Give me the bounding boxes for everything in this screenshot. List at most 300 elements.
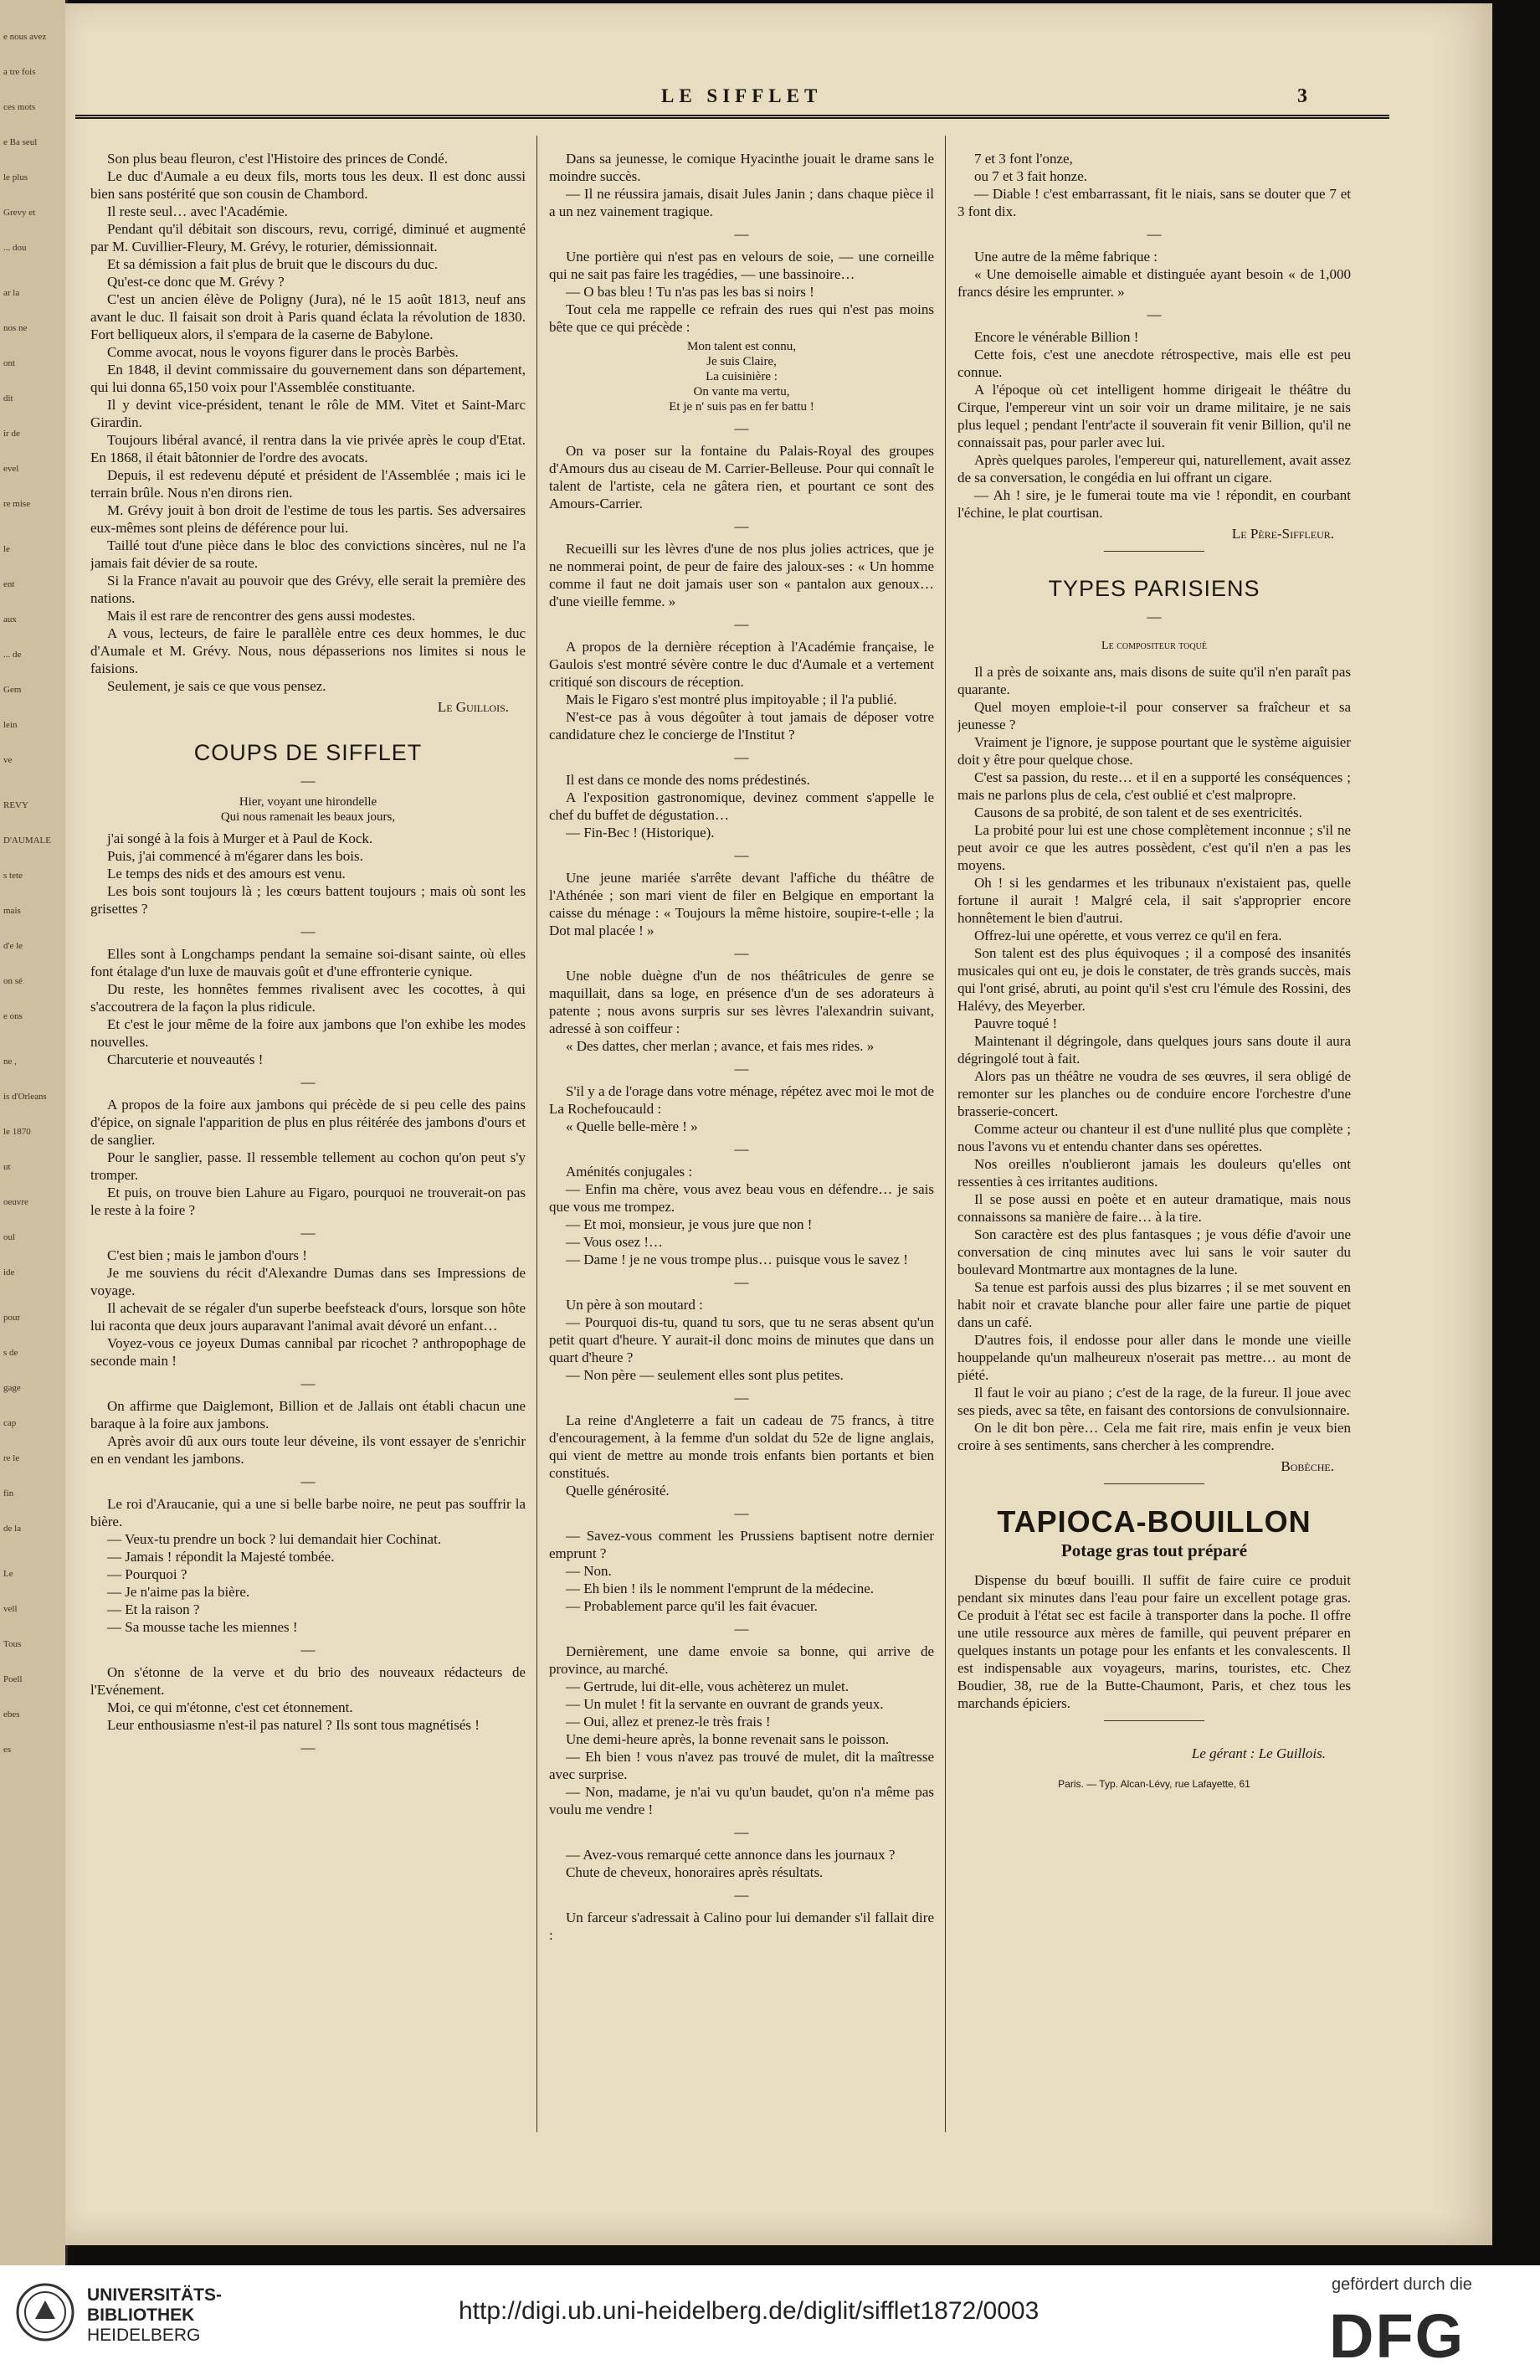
previous-page-fragment: Le [3,1569,13,1579]
paragraph-text: Depuis, il est redevenu député et président de l'Assemblée ; mais ici le terrain brûle. Nous n'en dirons rien. [90,467,526,501]
paragraph-column2 [549,1082,934,1118]
section-separator-column3: — [1147,609,1162,625]
rule-column3 [1104,1483,1204,1484]
paragraph-column1 [90,1051,526,1068]
paragraph-column1 [90,830,526,847]
paragraph-text: — Oui, allez et prenez-le très frais ! [566,1714,771,1730]
paragraph-column1 [90,273,526,290]
paragraph-text: Son plus beau fleuron, c'est l'Histoire des princes de Condé. [107,151,448,167]
paragraph-text: Une autre de la même fabrique : [974,249,1158,265]
paragraph-text: Une demi-heure après, la bonne revenait sans le poisson. [566,1731,890,1747]
paragraph-text: Mais le Figaro s'est montré plus impitoyable ; il l'a publié. [566,691,897,707]
section-separator-column2: — [734,1390,749,1406]
paragraph-text: On affirme que Daiglemont, Billion et de Jallais ont établi chacun une baraque à la foire aux jambons. [90,1398,526,1432]
paragraph-column2 [549,789,934,824]
paragraph-column1 [90,361,526,396]
paragraph-column1 [90,1299,526,1334]
paragraph-column2 [549,248,934,283]
paragraph-text: C'est sa passion, du reste… et il en a supporté les conséquences ; mais ne parlons plus de cela, c'est oublié et c'est malpropre. [957,769,1351,803]
paragraph-text: Pendant qu'il débitait son discours, revu, corrigé, diminué et augmenté par M. Cuvillier-Fleury, M. Grévy, le roturier, démissionnait. [90,221,526,254]
paragraph-column3 [957,1190,1351,1226]
dfg-logo-icon [1329,2307,1527,2362]
paragraph-column2 [549,1037,934,1055]
paragraph-text: Le roi d'Araucanie, qui a une si belle barbe noire, ne peut pas souffrir la bière. [90,1496,526,1529]
paragraph-text: Il reste seul… avec l'Académie. [107,203,288,219]
paragraph-text: Aménités conjugales : [566,1164,693,1180]
paragraph-column3 [957,1226,1351,1278]
paragraph-column1 [90,1548,526,1565]
paragraph-text: — Pourquoi dis-tu, quand tu sors, que tu ne seras absent qu'un petit quart d'heure. Y aurait-il donc moins de minutes que dans un quart d'heure ? [549,1314,934,1365]
paragraph-text: Dispense du bœuf bouilli. Il suffit de faire cuire ce produit pendant six minutes dans l'eau pour faire un excellent potage gras. Ce produit à l'état sec est facile à transporter dans la poche. Il offre une utile ressource aux mères de famille, qui peuvent préparer en quelques instants un potage pour les enfants et les convalescents. Il est indispensable aux voyageurs, marins, touristes, etc. Chez Boudier, 38, rue de la Butte-Chaumont, Paris, et chez tous les marchands épiciers. [957,1572,1351,1711]
previous-page-fragment: re mise [3,499,31,509]
paragraph-text: Il y devint vice-président, tenant le rôle de MM. Vitet et Saint-Marc Girardin. [90,397,526,430]
paragraph-text: M. Grévy jouit à bon droit de l'estime de tous les partis. Ses adversaires eux-mêmes sont pleins de déférence pour lui. [90,502,526,536]
paragraph-column2 [549,1678,934,1695]
previous-page-fragment: e Ba seul [3,137,38,147]
paragraph-text: Les bois sont toujours là ; les cœurs battent toujours ; mais où sont les grisettes ? [90,883,526,917]
paragraph-column2 [549,1713,934,1730]
paragraph-text: — Dame ! je ne vous trompe plus… puisque vous le savez ! [566,1252,908,1267]
paragraph-column1 [90,290,526,343]
paragraph-text: — Un mulet ! fit la servante en ouvrant de grands yeux. [566,1696,884,1712]
section-separator-column2: — [734,847,749,863]
paragraph-text: — Savez-vous comment les Prussiens baptisent notre dernier emprunt ? [549,1528,934,1561]
paragraph-text: Leur enthousiasme n'est-il pas naturel ? Ils sont tous magnétisés ! [107,1717,480,1733]
paragraph-column2 [549,1562,934,1580]
rule-column3 [1104,551,1204,552]
paragraph-column1 [90,1716,526,1734]
paragraph-text: Après quelques paroles, l'empereur qui, naturellement, avait assez de sa conversation, le congédia en lui offrant un cigare. [957,452,1351,486]
printer-imprint-column3: Paris. — Typ. Alcan-Lévy, rue Lafayette, 61 [1058,1778,1250,1790]
paragraph-column3 [957,1067,1351,1120]
verse-column2: Mon talent est connu, Je suis Claire, La cuisinière : On vante ma vertu, Et je n' suis pas en fer battu ! [669,340,814,414]
paragraph-text: — Et moi, monsieur, je vous jure que non ! [566,1216,813,1232]
previous-page-fragment: Gem [3,685,22,695]
paragraph-text: « Des dattes, cher merlan ; avance, et fais mes rides. » [566,1038,875,1054]
paragraph-text: 7 et 3 font l'onze, [974,151,1073,167]
paragraph-text: Pour le sanglier, passe. Il ressemble tellement au cochon qu'on peut s'y tromper. [90,1149,526,1183]
paragraph-column1 [90,1663,526,1699]
paragraph-column1 [90,1530,526,1548]
paragraph-column3 [957,698,1351,733]
paragraph-text: Un père à son moutard : [566,1297,703,1313]
paragraph-text: A l'époque où cet intelligent homme dirigeait le théâtre du Cirque, l'empereur vint un soir voir un drame militaire, je ne sais plus lequel ; pendant l'entr'acte il souverain fit venir Billion, qu'il ne connaissait pas, pour parler avec lui. [957,382,1351,450]
paragraph-text: — Eh bien ! ils le nomment l'emprunt de la médecine. [566,1581,874,1596]
paragraph-text: — Diable ! c'est embarrassant, fit le niais, sans se douter que 7 et 3 font dix. [957,186,1351,219]
paragraph-column2 [549,1296,934,1313]
funded-by-label: gefördert durch die [1332,2275,1472,2294]
paragraph-column2 [549,1695,934,1713]
previous-page-fragment: Grevy et [3,208,36,218]
paragraph-column2 [549,1482,934,1499]
paragraph-column3 [957,1384,1351,1419]
previous-page-fragment: vell [3,1604,18,1614]
previous-page-fragment: ne , [3,1056,17,1067]
previous-page-fragment: on sé [3,976,23,986]
paragraph-text: Cette fois, c'est une anecdote rétrospective, mais elle est peu connue. [957,347,1351,380]
section-separator-column2: — [734,226,749,242]
paragraph-text: — O bas bleu ! Tu n'as pas les bas si noirs ! [566,284,814,300]
paragraph-text: « Quelle belle-mère ! » [566,1118,698,1134]
paragraph-column1 [90,572,526,607]
paragraph-column2 [549,869,934,939]
editor-line-column3: Le gérant : Le Guillois. [1191,1745,1326,1761]
svg-text:DFG: DFG [1329,2307,1466,2362]
paragraph-column3 [957,185,1351,220]
paragraph-column3 [957,451,1351,486]
paragraph-text: Chute de cheveux, honoraires après résultats. [566,1864,824,1880]
paragraph-column3 [957,874,1351,927]
previous-page-fragment: pour [3,1313,21,1323]
paragraph-column2 [549,1366,934,1384]
paragraph-text: Puis, j'ai commencé à m'égarer dans les bois. [107,848,363,864]
paragraph-text: Son talent est des plus équivoques ; il a composé des insanités musicales qui ont eu, je dois le constater, de très grands succès, mais qui l'ont grisé, abruti, au point qu'il s'est cru l'émule des Rossini, des Halévy, des Meyerber. [957,945,1351,1014]
previous-page-fragment: s tete [3,871,23,881]
paragraph-text: Alors pas un théâtre ne voudra de ses œuvres, il sera obligé de remonter sur les planches ou de conduire encore l'orchestre d'une brasserie-concert. [957,1068,1351,1119]
paragraph-text: — Probablement parce qu'il les fait évacuer. [566,1598,818,1614]
previous-page-fragment: Tous [3,1639,22,1649]
paragraph-text: Vraiment je l'ignore, je suppose pourtant que le système aiguisier doit y être pour quelque chose. [957,734,1351,768]
paragraph-column3 [957,1419,1351,1454]
paragraph-column3 [957,927,1351,944]
section-separator-column2: — [734,1274,749,1290]
paragraph-column1 [90,1247,526,1264]
paragraph-text: Je me souviens du récit d'Alexandre Dumas dans ses Impressions de voyage. [90,1265,526,1298]
paragraph-text: Une jeune mariée s'arrête devant l'affiche du théâtre de l'Athénée ; son mari vient de filer en Belgique en emportant la caisse du ménage : « Toujours la même histoire, soupire-t-elle ; la Dot mal placée ! » [549,870,934,938]
paragraph-text: Elles sont à Longchamps pendant la semaine soi-disant sainte, où elles font étalage d'un luxe de mauvais goût et d'une effronterie cynique. [90,946,526,979]
paragraph-text: — Pourquoi ? [107,1566,187,1582]
paragraph-column2 [549,1597,934,1615]
signature-column3: Bobèche. [1281,1458,1334,1474]
paragraph-column3 [957,1571,1351,1712]
paragraph-column1 [90,1264,526,1299]
previous-page-fragment: ut [3,1162,11,1172]
paragraph-column1 [90,1583,526,1601]
subheading-column3: Le compositeur toqué [1101,640,1207,652]
section-separator-column2: — [734,616,749,632]
previous-page-fragment: ... de [3,650,22,660]
paragraph-column2 [549,1909,934,1944]
paragraph-column3 [957,1120,1351,1155]
paragraph-column3 [957,328,1351,346]
paragraph-column1 [90,1096,526,1149]
section-separator-column2: — [734,1887,749,1903]
paragraph-text: Il achevait de se régaler d'un superbe beefsteack d'ours, lorsque son hôte lui raconta que deux jours auparavant l'animal avait dévoré un enfant… [90,1300,526,1334]
paragraph-text: — Jamais ! répondit la Majesté tombée. [107,1549,335,1565]
previous-page-fragment: lein [3,720,18,730]
section-separator-column1: — [300,1740,316,1755]
section-separator-column2: — [734,1505,749,1521]
column-divider-1 [536,136,537,2132]
paragraph-column1 [90,1149,526,1184]
previous-page-fragment: de la [3,1524,22,1534]
previous-page-fragment: fin [3,1488,14,1498]
paragraph-column2 [549,1118,934,1135]
document-url-link[interactable]: http://digi.ub.uni-heidelberg.de/diglit/sifflet1872/0003 [459,2297,1040,2325]
previous-page-fragment: le 1870 [3,1127,31,1137]
paragraph-column1 [90,945,526,980]
paragraph-text: Dans sa jeunesse, le comique Hyacinthe jouait le drame sans le moindre succès. [549,151,934,184]
paragraph-column2 [549,1163,934,1180]
section-separator-column1: — [300,773,316,789]
paragraph-column3 [957,944,1351,1015]
paragraph-text: Comme acteur ou chanteur il est d'une nullité plus que complète ; nous l'avons vu et entendu chanter dans ses opérettes. [957,1121,1351,1154]
paragraph-text: — Et la raison ? [107,1601,200,1617]
section-separator-column2: — [734,1621,749,1637]
paragraph-text: S'il y a de l'orage dans votre ménage, répétez avec moi le mot de La Rochefoucauld : [549,1083,934,1117]
paragraph-column3 [957,167,1351,185]
paragraph-column1 [90,1184,526,1219]
section-separator-column1: — [300,923,316,939]
column-divider-2 [945,136,946,2132]
paragraph-column1 [90,1495,526,1530]
previous-page-fragment: ... dou [3,243,27,253]
paragraph-text: La reine d'Angleterre a fait un cadeau de 75 francs, à titre d'encouragement, à la femme d'un soldat du 52e de ligne anglais, qui vient de mettre au monde trois enfants bien portants et bien constitués. [549,1412,934,1481]
section-heading-column3: TYPES PARISIENS [1048,576,1260,601]
paragraph-text: Causons de sa probité, de son talent et de ses exentricités. [974,804,1302,820]
paragraph-column3 [957,1278,1351,1331]
paragraph-column1 [90,1015,526,1051]
paragraph-column1 [90,625,526,677]
paragraph-column1 [90,1397,526,1432]
paragraph-text: Seulement, je sais ce que vous pensez. [107,678,326,694]
paragraph-column1 [90,847,526,865]
paragraph-column1 [90,501,526,537]
paragraph-text: Et puis, on trouve bien Lahure au Figaro, pourquoi ne trouverait-on pas le reste à la foire ? [90,1185,526,1218]
paragraph-column1 [90,1601,526,1618]
previous-page-fragment: re le [3,1453,20,1463]
masthead-rule [75,115,1389,119]
section-separator-column1: — [300,1225,316,1241]
paragraph-column2 [549,824,934,841]
paragraph-text: Le temps des nids et des amours est venu. [107,866,346,882]
paragraph-column1 [90,203,526,220]
previous-page-fragment: is d'Orleans [3,1092,47,1102]
advert-heading-column3: TAPIOCA-BOUILLON [997,1504,1312,1539]
paragraph-text: On le dit bon père… Cela me fait rire, mais enfin je veux bien croire à ses sentiments, sans chercher à les comprendre. [957,1420,1351,1453]
university-seal-icon [15,2282,75,2342]
paragraph-text: — Non père — seulement elles sont plus petites. [566,1367,844,1383]
previous-page-fragment: cap [3,1418,17,1428]
paragraph-column2 [549,1313,934,1366]
paragraph-column3 [957,821,1351,874]
paragraph-text: Son caractère est des plus fantasques ; je vous défie d'avoir une conversation de cinq minutes avec lui sans le voir sauter du boulevard Montmartre aux montagnes de la lune. [957,1226,1351,1277]
paragraph-text: Nos oreilles n'oublieront jamais les douleurs qu'elles ont ressenties à ces irritantes auditions. [957,1156,1351,1190]
paragraph-text: Taillé tout d'une pièce dans le bloc des convictions sincères, nul ne l'a jamais fait dévier de sa route. [90,537,526,571]
paragraph-column1 [90,1565,526,1583]
paragraph-column1 [90,150,526,167]
paragraph-column2 [549,1642,934,1678]
paragraph-column1 [90,466,526,501]
paragraph-column2 [549,1180,934,1216]
paragraph-column1 [90,865,526,882]
paragraph-column2 [549,301,934,336]
university-line-2: BIBLIOTHEK [87,2305,195,2325]
previous-page-fragment: ent [3,579,15,589]
paragraph-text: Du reste, les honnêtes femmes rivalisent avec les cocottes, à qui s'accoutrera de la façon la plus ridicule. [90,981,526,1015]
paragraph-text: Tout cela me rappelle ce refrain des rues qui n'est pas moins bête que ce qui précède : [549,301,934,335]
section-heading-column1: COUPS DE SIFFLET [193,740,423,765]
paragraph-text: Maintenant il dégringole, dans quelques jours sans doute il aura dégringolé tout à fait. [957,1033,1351,1067]
paragraph-column3 [957,1155,1351,1190]
paragraph-column2 [549,1846,934,1863]
masthead [65,85,1492,111]
paragraph-text: Qu'est-ce donc que M. Grévy ? [107,274,285,290]
viewer-footer [0,2265,1540,2380]
paragraph-text: — Gertrude, lui dit-elle, vous achèterez un mulet. [566,1678,849,1694]
paragraph-column1 [90,431,526,466]
previous-page-fragment: s de [3,1348,18,1358]
previous-page-fragment: ebes [3,1709,20,1719]
paragraph-column2 [549,1527,934,1562]
paragraph-column3 [957,804,1351,821]
paragraph-column3 [957,346,1351,381]
section-separator-column2: — [734,1824,749,1840]
paragraph-column3 [957,150,1351,167]
paragraph-text: C'est bien ; mais le jambon d'ours ! [107,1247,307,1263]
paragraph-column2 [549,1216,934,1233]
paragraph-text: — Ah ! sire, je le fumerai toute ma vie ! répondit, en courbant l'échine, le plat courtisan. [957,487,1351,521]
paragraph-text: Après avoir dû aux ours toute leur déveine, ils vont essayer de s'enrichir en en vendant les jambons. [90,1433,526,1467]
previous-page-fragment: ve [3,755,13,765]
previous-page-edge [0,0,68,2265]
paragraph-text: Un farceur s'adressait à Calino pour lui demander s'il fallait dire : [549,1910,934,1943]
paragraph-text: On va poser sur la fontaine du Palais-Royal des groupes d'Amours dus au ciseau de M. Carrier-Belleuse. Pour qui connaît le talent de l'artiste, cela ne gâtera rien, et pourtant ce sont des Amours-Carrier. [549,443,934,511]
previous-page-fragment: ir de [3,429,20,439]
section-separator-column1: — [300,1473,316,1489]
previous-page-fragment: ces mots [3,102,36,112]
paragraph-text: — Non, madame, je n'ai vu qu'un baudet, qu'on n'a même pas voulu me vendre ! [549,1784,934,1817]
paragraph-column2 [549,1748,934,1783]
paragraph-text: Oh ! si les gendarmes et les tribunaux n'existaient pas, quelle fortune il aurait ! Malgré cela, il sait s'approprier encore honnêtement le bien d'autrui. [957,875,1351,926]
paragraph-column3 [957,248,1351,265]
paragraph-text: — Fin-Bec ! (Historique). [566,825,715,840]
paragraph-column3 [957,663,1351,698]
column-right [957,150,1351,2192]
paragraph-text: — Je n'aime pas la bière. [107,1584,250,1600]
paragraph-text: Voyez-vous ce joyeux Dumas cannibal par ricochet ? anthropophage de seconde main ! [90,1335,526,1369]
previous-page-fragment: le plus [3,172,28,182]
paragraph-column2 [549,967,934,1037]
paragraph-text: Il faut le voir au piano ; c'est de la rage, de la fureur. Il joue avec ses pieds, avec sa tête, en faisant des contorsions de convulsionnaire. [957,1385,1351,1418]
paragraph-text: Offrez-lui une opérette, et vous verrez ce qu'il en fera. [974,928,1282,943]
previous-page-fragment: ar la [3,288,20,298]
paragraph-text: Une portière qui n'est pas en velours de soie, — une corneille qui ne sait pas faire les tragédies, — une bassinoire… [549,249,934,282]
paragraph-text: Quel moyen emploie-t-il pour conserver sa fraîcheur et sa jeunesse ? [957,699,1351,733]
paragraph-column2 [549,1783,934,1818]
paragraph-text: En 1848, il devint commissaire du gouvernement dans son département, qui lui donna 65,150 voix pour l'Assemblée constituante. [90,362,526,395]
previous-page-fragment: mais [3,906,21,916]
paragraph-column3 [957,1032,1351,1067]
paragraph-text: Mais il est rare de rencontrer des gens aussi modestes. [107,608,416,624]
paragraph-column3 [957,733,1351,768]
paragraph-column1 [90,167,526,203]
paragraph-column2 [549,1251,934,1268]
paragraph-text: Pauvre toqué ! [974,1015,1058,1031]
previous-page-fragment: evel [3,464,19,474]
paragraph-text: Il a près de soixante ans, mais disons de suite qu'il n'en paraît pas quarante. [957,664,1351,697]
paragraph-column2 [549,150,934,185]
paragraph-column3 [957,381,1351,451]
paragraph-text: Moi, ce qui m'étonne, c'est cet étonnement. [107,1699,353,1715]
paragraph-text: Toujours libéral avancé, il rentra dans la vie privée après le coup d'Etat. En 1868, il était bâtonnier de l'ordre des avocats. [90,432,526,465]
paragraph-column1 [90,1334,526,1370]
paragraph-column2 [549,708,934,743]
paragraph-text: A vous, lecteurs, de faire le parallèle entre ces deux hommes, le duc d'Aumale et M. Grévy. Nous, nous dépasserions nos limites si nous le faisions. [90,625,526,676]
previous-page-fragment: oul [3,1232,16,1242]
signature-column3: Le Père-Siffleur. [1231,526,1334,542]
paragraph-column1 [90,607,526,625]
newspaper-page [65,3,1492,2245]
section-separator-column2: — [734,749,749,765]
paragraph-column1 [90,1432,526,1468]
previous-page-fragment: le [3,544,10,554]
paragraph-text: D'autres fois, il endosse pour aller dans le monde une vieille houppelande qu'un malheureux n'oserait pas mettre… au mont de piété. [957,1332,1351,1383]
section-separator-column2: — [734,1141,749,1157]
paragraph-column2 [549,1411,934,1482]
paragraph-column1 [90,1618,526,1636]
paragraph-text: A propos de la dernière réception à l'Académie française, le Gaulois s'est montré sévère contre le duc d'Aumale et a vertement critiqué son discours de réception. [549,639,934,690]
paragraph-column1 [90,882,526,918]
paragraph-column1 [90,677,526,695]
paragraph-text: — Veux-tu prendre un bock ? lui demandait hier Cochinat. [107,1531,442,1547]
signature-column1: Le Guillois. [437,699,509,715]
paragraph-text: Quelle générosité. [566,1483,670,1498]
previous-page-fragment: e nous avez [3,32,47,42]
paragraph-text: Dernièrement, une dame envoie sa bonne, qui arrive de province, au marché. [549,1643,934,1677]
paragraph-column2 [549,1580,934,1597]
paragraph-text: Recueilli sur les lèvres d'une de nos plus jolies actrices, que je ne nommerai point, de peur de faire des jaloux-ses : « Un homme comme il faut ne doit jamais user son « pantalon aux genoux… d'une vieille femme. » [549,541,934,609]
section-separator-column2: — [734,945,749,961]
paragraph-column3 [957,768,1351,804]
paragraph-text: A propos de la foire aux jambons qui précède de si peu celle des pains d'épice, on signale l'apparition de plus en plus réitérée des jambons d'ours et de sanglier. [90,1097,526,1148]
paragraph-text: Encore le vénérable Billion ! [974,329,1139,345]
paragraph-text: A l'exposition gastronomique, devinez comment s'appelle le chef du buffet de dégustation… [549,789,934,823]
paragraph-column1 [90,255,526,273]
newspaper-title: LE SIFFLET [661,85,823,106]
paragraph-text: — Sa mousse tache les miennes ! [107,1619,298,1635]
paragraph-text: Il est dans ce monde des noms prédestinés. [566,772,810,788]
previous-page-fragment: oeuvre [3,1197,28,1207]
paragraph-column1 [90,396,526,431]
paragraph-column2 [549,283,934,301]
paragraph-column1 [90,343,526,361]
section-separator-column3: — [1147,226,1162,242]
paragraph-column3 [957,1331,1351,1384]
paragraph-column3 [957,265,1351,301]
previous-page-fragment: dit [3,393,13,404]
column-middle [549,150,934,2192]
paragraph-column3 [957,486,1351,522]
paragraph-text: Charcuterie et nouveautés ! [107,1051,264,1067]
paragraph-text: — Avez-vous remarqué cette annonce dans les journaux ? [566,1847,896,1863]
advert-subheading-column3: Potage gras tout préparé [1060,1540,1248,1560]
paragraph-column2 [549,1233,934,1251]
paragraph-text: ou 7 et 3 fait honze. [974,168,1088,184]
university-line-3: HEIDELBERG [87,2326,201,2345]
previous-page-fragment: es [3,1745,12,1755]
previous-page-fragment: d'e le [3,941,23,951]
verse-column1: Hier, voyant une hirondelle Qui nous ramenait les beaux jours, [220,795,396,824]
previous-page-fragment: e ons [3,1011,23,1021]
paragraph-text: Sa tenue est parfois aussi des plus bizarres ; il se met souvent en habit noir et cravate blanche pour aller faire une partie de piquet dans un café. [957,1279,1351,1330]
paragraph-column2 [549,638,934,691]
paragraph-column2 [549,771,934,789]
paragraph-text: Une noble duègne d'un de nos théâtricules de genre se maquillait, dans sa loge, en présence d'un de ses adorateurs à patente ; nous avons surpris sur ses lèvres l'alexandrin suivant, adressé à son coiffeur : [549,968,934,1036]
previous-page-fragment: aux [3,614,17,625]
paragraph-text: N'est-ce pas à vous dégoûter à tout jamais de déposer votre candidature chez le concierge de l'Institut ? [549,709,934,743]
previous-page-fragment: REVY [3,800,28,810]
